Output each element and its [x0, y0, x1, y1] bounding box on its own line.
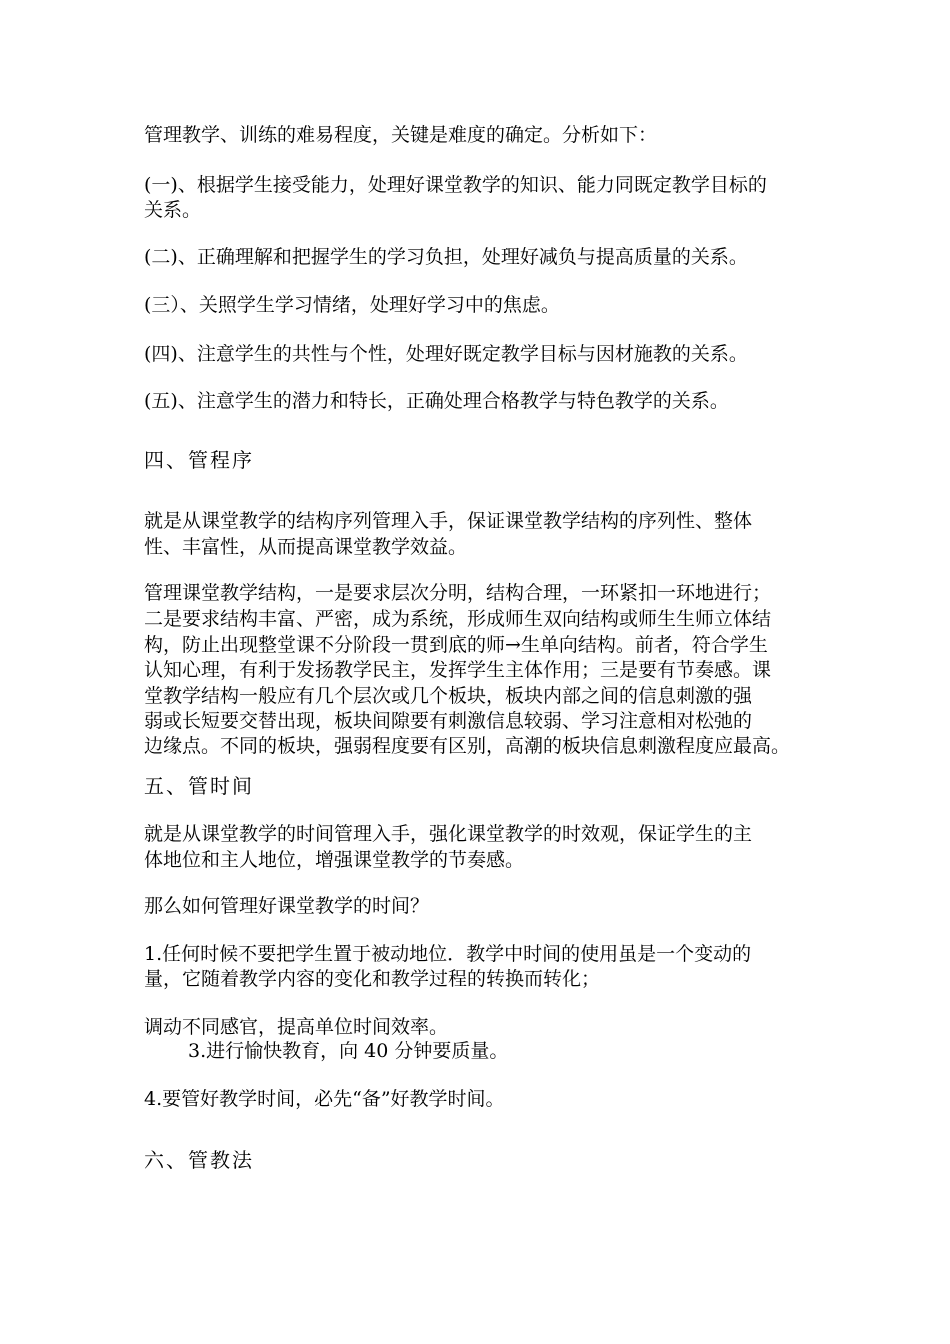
text-line: 管理教学、训练的难易程度，关键是难度的确定。分析如下： [144, 124, 658, 146]
text-line: 二是要求结构丰富、严密，成为系统，形成师生双向结构或师生生师立体结 [144, 608, 772, 630]
text-line: 构，防止出现整堂课不分阶段一贯到底的师→生单向结构。前者，符合学生 [144, 634, 768, 656]
text-line: 调动不同感官，提高单位时间效率。 [144, 1016, 449, 1038]
text-line: 量，它随着教学内容的变化和教学过程的转换而转化； [144, 968, 601, 990]
text-line: 体地位和主人地位，增强课堂教学的节奏感。 [144, 849, 525, 871]
text-line: 那么如何管理好课堂教学的时间？ [144, 895, 430, 917]
text-line: 性、丰富性，从而提高课堂教学效益。 [144, 536, 468, 558]
text-line: 就是从课堂教学的结构序列管理入手，保证课堂教学结构的序列性、整体 [144, 510, 753, 532]
text-line: 1.任何时候不要把学生置于被动地位．教学中时间的使用虽是一个变动的 [144, 943, 752, 965]
section-heading: 六、管教法 [144, 1148, 254, 1172]
text-line: (五)、注意学生的潜力和特长，正确处理合格教学与特色教学的关系。 [144, 390, 729, 412]
section-heading: 五、管时间 [144, 774, 254, 798]
text-line: 关系。 [144, 199, 202, 221]
text-line: 就是从课堂教学的时间管理入手，强化课堂教学的时效观，保证学生的主 [144, 823, 753, 845]
text-line: 3.进行愉快教育，向 40 分钟要质量。 [188, 1040, 509, 1062]
text-line: 管理课堂教学结构，一是要求层次分明，结构合理，一环紧扣一环地进行； [144, 582, 772, 604]
text-line: 4.要管好教学时间，必先“备”好教学时间。 [144, 1088, 505, 1110]
section-heading: 四、管程序 [144, 448, 254, 472]
text-line: (二)、正确理解和把握学生的学习负担，处理好减负与提高质量的关系。 [144, 246, 748, 268]
text-line: (四)、注意学生的共性与个性，处理好既定教学目标与因材施教的关系。 [144, 343, 748, 365]
text-line: 边缘点。不同的板块，强弱程度要有区别，高潮的板块信息刺激程度应最高。 [144, 735, 791, 757]
text-line: (三）、关照学生学习情绪，处理好学习中的焦虑。 [144, 294, 560, 316]
text-line: 弱或长短要交替出现，板块间隙要有刺激信息较弱、学习注意相对松弛的 [144, 710, 753, 732]
text-line: 认知心理，有利于发扬教学民主，发挥学生主体作用；三是要有节奏感。课 [144, 659, 772, 681]
text-line: 堂教学结构一般应有几个层次或几个板块，板块内部之间的信息刺激的强 [144, 685, 753, 707]
text-line: (一)、根据学生接受能力，处理好课堂教学的知识、能力同既定教学目标的 [144, 174, 767, 196]
